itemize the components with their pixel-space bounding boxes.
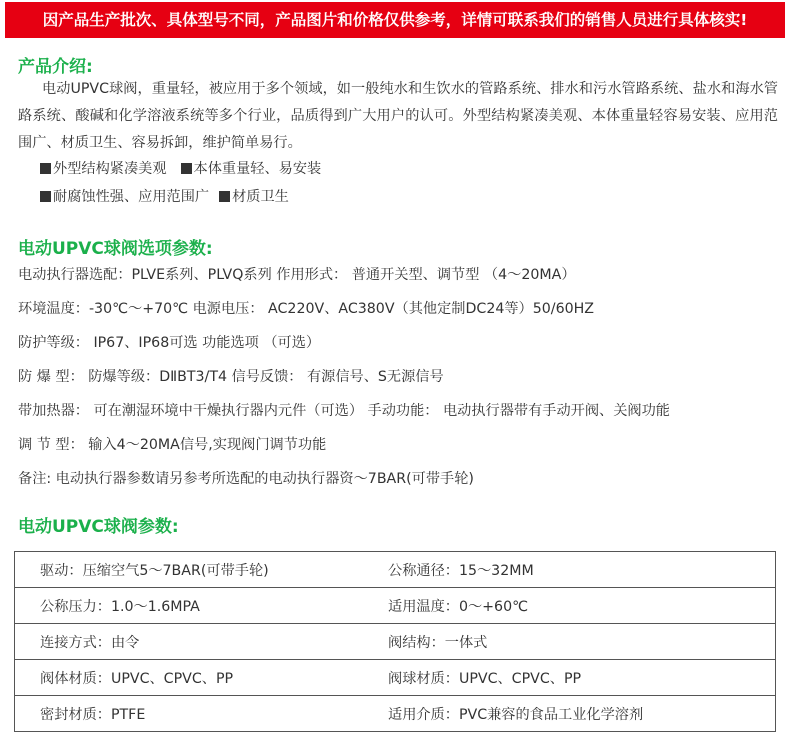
table-row bbox=[15, 624, 776, 660]
table-cell: 公称通径：15～32MM bbox=[388, 552, 776, 588]
feature-row-2 bbox=[40, 186, 289, 206]
table-row bbox=[15, 696, 776, 732]
table-cell: 公称压力：1.0～1.6MPA bbox=[15, 588, 389, 624]
table-cell: 阀体材质：UPVC、CPVC、PP bbox=[15, 660, 389, 696]
bullet-square-icon bbox=[40, 163, 51, 174]
bullet-square-icon bbox=[181, 163, 192, 174]
option-line: 防护等级： IP67、IP68可选 功能选项 （可选） bbox=[18, 335, 321, 351]
option-line: 带加热器： 可在潮湿环境中干燥执行器内元件（可选） 手动功能： 电动执行器带有手动开阀、关阀功能 bbox=[18, 403, 670, 419]
options-heading: 电动UPVC球阀选项参数: bbox=[18, 239, 213, 259]
bullet-square-icon bbox=[219, 191, 230, 202]
table-cell: 连接方式：由令 bbox=[15, 624, 389, 660]
table-row bbox=[15, 588, 776, 624]
intro-paragraph: 电动UPVC球阀，重量轻，被应用于多个领域，如一般纯水和生饮水的管路系统、排水和污水管路系统、盐水和海水管路系统、酸碱和化学溶液系统等多个行业，品质得到广大用户的认可。外型结构紧凑美观、本体重量轻容易安装、应用范围广、材质卫生、容易拆卸，维护简单易行。 bbox=[18, 81, 778, 151]
table-cell: 密封材质：PTFE bbox=[15, 696, 389, 732]
option-line: 防 爆 型： 防爆等级：DⅡBT3/T4 信号反馈： 有源信号、S无源信号 bbox=[18, 369, 444, 385]
option-line: 调 节 型： 输入4～20MA信号,实现阀门调节功能 bbox=[18, 437, 327, 453]
feature-item: 材质卫生 bbox=[232, 189, 289, 205]
feature-item: 本体重量轻、易安装 bbox=[193, 161, 322, 177]
notice-banner: 因产品生产批次、具体型号不同，产品图片和价格仅供参考，详情可联系我们的销售人员进行具体核实! bbox=[5, 2, 785, 38]
params-heading: 电动UPVC球阀参数: bbox=[18, 517, 179, 537]
table-cell: 驱动：压缩空气5～7BAR(可带手轮) bbox=[15, 552, 389, 588]
bullet-square-icon bbox=[40, 191, 51, 202]
option-line: 环境温度：-30℃～+70℃ 电源电压： AC220V、AC380V（其他定制DC24等）50/60HZ bbox=[18, 301, 595, 317]
intro-heading: 产品介绍: bbox=[18, 57, 93, 77]
feature-item: 外型结构紧凑美观 bbox=[53, 161, 167, 177]
table-cell: 适用温度：0～+60℃ bbox=[388, 588, 776, 624]
table-cell: 适用介质：PVC兼容的食品工业化学溶剂 bbox=[388, 696, 776, 732]
table-row bbox=[15, 660, 776, 696]
table-cell: 阀球材质：UPVC、CPVC、PP bbox=[388, 660, 776, 696]
table-row bbox=[15, 552, 776, 588]
table-cell: 阀结构：一体式 bbox=[388, 624, 776, 660]
option-line: 电动执行器选配：PLVE系列、PLVQ系列 作用形式： 普通开关型、调节型 （4～20MA） bbox=[18, 267, 576, 283]
params-table bbox=[14, 551, 776, 732]
feature-row-1 bbox=[40, 158, 321, 178]
option-line: 备注: 电动执行器参数请另参考所选配的电动执行器资～7BAR(可带手轮) bbox=[18, 471, 474, 487]
feature-item: 耐腐蚀性强、应用范围广 bbox=[53, 189, 210, 205]
